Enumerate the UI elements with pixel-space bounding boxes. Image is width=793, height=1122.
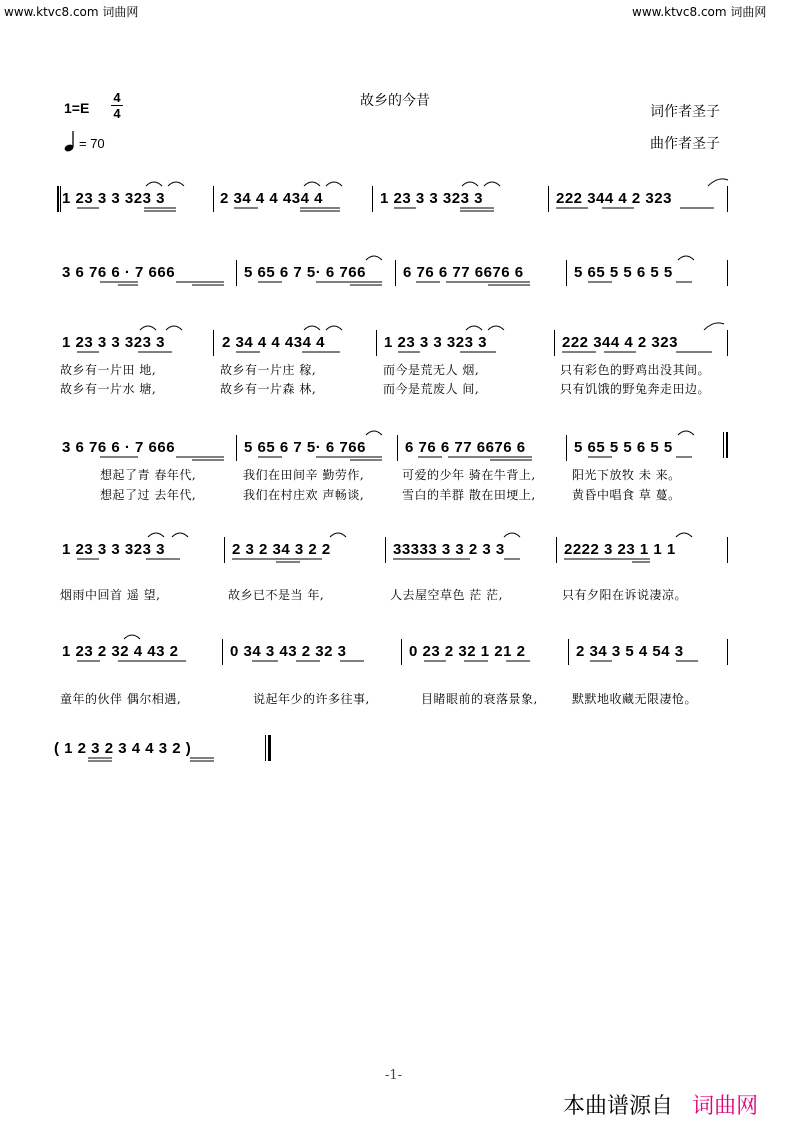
measure: 2222 3 23 1 1 1 <box>564 541 676 558</box>
lyric-line: 只有夕阳在诉说凄凉。 <box>562 588 688 602</box>
lyric-line: 只有彩色的野鸡出没其间。 <box>560 363 711 377</box>
lyric-line: 可爱的少年 骑在牛背上, <box>402 468 536 482</box>
measure: 1 23 3 3 323 3 <box>380 190 483 207</box>
lyric-line: 只有饥饿的野兔奔走田边。 <box>560 382 711 396</box>
measure: 6 76 6 77 6676 6 <box>403 264 524 281</box>
song-title: 故乡的今昔 <box>360 93 430 109</box>
lyric-line: 阳光下放牧 未 来。 <box>572 468 681 482</box>
measure: 2 34 4 4 434 4 <box>220 190 323 207</box>
measure: 5 65 5 5 6 5 5 <box>574 439 673 456</box>
measure: 5 65 6 7 5· 6 766 <box>244 439 366 456</box>
lyric-line: 童年的伙伴 偶尔相遇, <box>60 692 182 706</box>
lyric-line: 默默地收藏无限凄怆。 <box>572 692 698 706</box>
measure: 2 34 3 5 4 54 3 <box>576 643 684 660</box>
composer: 曲作者圣子 <box>650 136 720 152</box>
measure: 2 34 4 4 434 4 <box>222 334 325 351</box>
lyric-line: 想起了过 去年代, <box>100 488 197 502</box>
measure: ( 1 2 3 2 3 4 4 3 2 ) <box>54 740 192 757</box>
lyricist: 词作者圣子 <box>650 104 720 120</box>
lyric-line: 说起年少的许多往事, <box>253 692 370 706</box>
measure: 1 23 3 3 323 3 <box>62 541 165 558</box>
watermark-left: www.ktvc8.com 词曲网 <box>4 5 139 19</box>
measure: 222 344 4 2 323 <box>556 190 672 207</box>
lyric-line: 故乡有一片田 地, <box>60 363 157 377</box>
lyric-line: 故乡已不是当 年, <box>228 588 325 602</box>
lyric-line: 烟雨中回首 遥 望, <box>60 588 161 602</box>
tempo-marking: = 70 <box>79 136 105 151</box>
lyric-line: 黄昏中唱食 草 蔓。 <box>572 488 681 502</box>
measure: 1 23 3 3 323 3 <box>62 334 165 351</box>
lyric-line: 人去屋空草色 茫 茫, <box>390 588 503 602</box>
measure: 5 65 5 5 6 5 5 <box>574 264 673 281</box>
measure: 0 34 3 43 2 32 3 <box>230 643 347 660</box>
measure: 6 76 6 77 6676 6 <box>405 439 526 456</box>
lyric-line: 想起了青 春年代, <box>100 468 197 482</box>
measure: 3 6 76 6 · 7 666 <box>62 439 176 456</box>
time-signature-bottom: 4 <box>113 106 121 121</box>
measure: 5 65 6 7 5· 6 766 <box>244 264 366 281</box>
lyric-line: 故乡有一片森 林, <box>220 382 317 396</box>
measure: 1 23 3 3 323 3 <box>62 190 165 207</box>
measure: 1 23 3 3 323 3 <box>384 334 487 351</box>
lyric-line: 故乡有一片水 塘, <box>60 382 157 396</box>
lyric-line: 故乡有一片庄 稼, <box>220 363 317 377</box>
lyric-line: 而今是荒无人 烟, <box>383 363 480 377</box>
measure: 2 3 2 34 3 2 2 <box>232 541 331 558</box>
watermark-right: www.ktvc8.com 词曲网 <box>632 5 767 19</box>
lyric-line: 而今是荒废人 间, <box>383 382 480 396</box>
source-credit <box>563 1089 758 1120</box>
source-label: 本曲谱源自 <box>563 1094 674 1119</box>
lyric-line: 我们在村庄欢 声畅谈, <box>243 488 365 502</box>
source-site: 词曲网 <box>692 1094 759 1119</box>
lyric-line: 目睹眼前的衰落景象, <box>421 692 538 706</box>
page-number: -1- <box>385 1068 403 1083</box>
time-signature-top: 4 <box>113 90 121 105</box>
key-signature: 1=E <box>64 100 90 116</box>
measure: 222 344 4 2 323 <box>562 334 678 351</box>
measure: 3 6 76 6 · 7 666 <box>62 264 176 281</box>
measure: 0 23 2 32 1 21 2 <box>409 643 526 660</box>
measure: 1 23 2 32 4 43 2 <box>62 643 179 660</box>
lyric-line: 雪白的羊群 散在田埂上, <box>402 488 536 502</box>
measure: 33333 3 3 2 3 3 <box>393 541 505 558</box>
lyric-line: 我们在田间辛 勤劳作, <box>243 468 365 482</box>
